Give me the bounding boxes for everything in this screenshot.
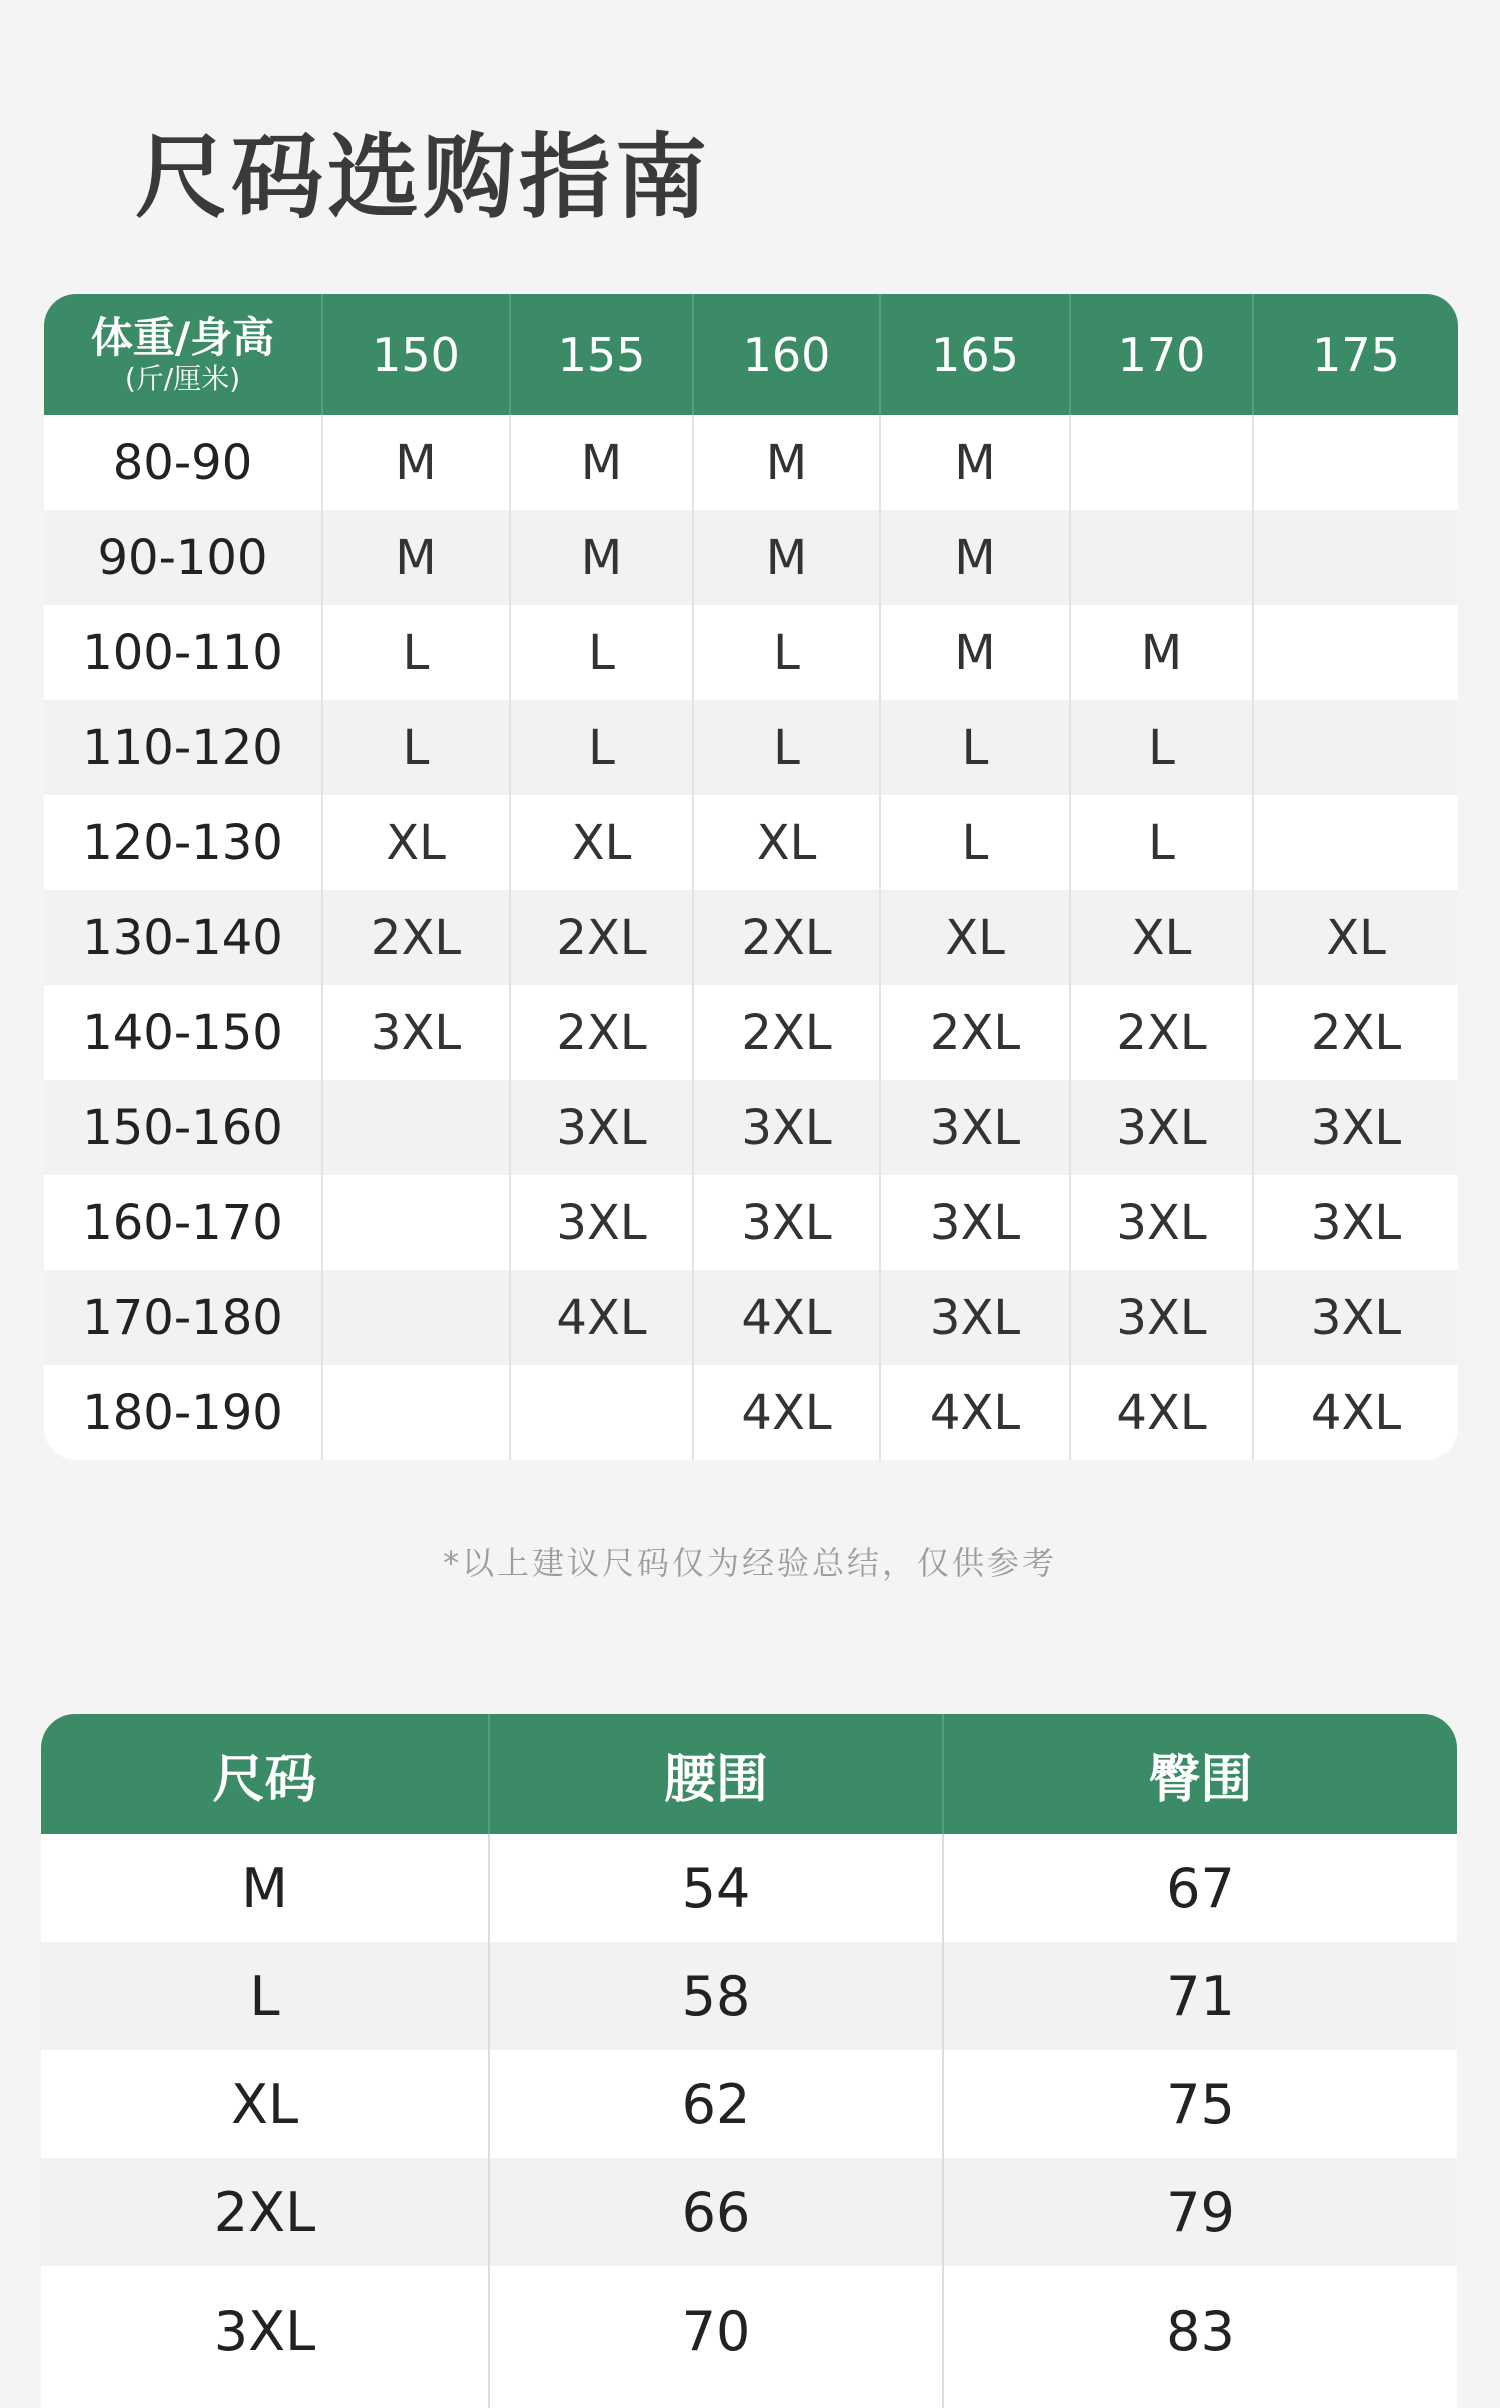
size-cell: 3XL [880,1175,1070,1270]
size-cell: L [510,605,693,700]
table-row [44,510,1458,605]
hip-header: 臀围 [943,1714,1457,1834]
size-cell: 3XL [510,1080,693,1175]
weight-cell: 110-120 [44,700,322,795]
hip-cell: 67 [943,1834,1457,1942]
size-cell: M [322,510,510,605]
size-cell [322,1175,510,1270]
table-row [44,700,1458,795]
size-cell: L [1070,795,1253,890]
size-cell: 2XL [322,890,510,985]
hip-cell: 71 [943,1942,1457,2050]
weight-cell: 140-150 [82,1004,283,1061]
size-cell: L [322,700,510,795]
height-header: 150 [322,294,510,415]
size-cell: 2XL [41,2158,489,2266]
waist-cell: 62 [489,2050,943,2158]
waist-cell: 66 [489,2158,943,2266]
table-row [41,2158,1457,2266]
size-cell: L [322,605,510,700]
size-cell: 4XL [693,1365,880,1460]
size-cell: 4XL [880,1365,1070,1460]
header-row [44,294,1458,415]
table-row [44,1080,1458,1175]
table-row [41,2266,1457,2408]
weight-cell: 90-100 [44,510,322,605]
size-cell: XL [1253,890,1458,985]
weight-cell: 160-170 [82,1194,283,1251]
size-cell: 3XL [510,1175,693,1270]
size-cell: M [880,415,1070,510]
size-cell: 3XL [1253,1270,1458,1365]
size-cell: XL [1070,890,1253,985]
table-row [44,795,1458,890]
size-cell: M [1070,605,1253,700]
size-cell [1070,510,1253,605]
weight-cell: 170-180 [44,1270,322,1365]
size-cell: M [693,415,880,510]
size-cell: M [880,605,1070,700]
size-cell: 2XL [693,985,880,1080]
size-cell: 3XL [213,2300,316,2363]
size-cell [510,1365,693,1460]
size-cell: 3XL [1070,1175,1253,1270]
size-cell: 3XL [693,1080,880,1175]
table-row [44,605,1458,700]
size-cell: 4XL [1253,1365,1458,1460]
size-cell: 3XL [880,1270,1070,1365]
size-cell: M [241,1856,288,1920]
size-cell: 2XL [880,985,1070,1080]
page-title: 尺码选购指南 [135,124,712,231]
disclaimer-note: *以上建议尺码仅为经验总结，仅供参考 [442,1544,1057,1582]
corner-unit: (斤/厘米) [124,361,241,395]
size-cell: L [41,1942,489,2050]
hip-cell: 75 [943,2050,1457,2158]
size-cell: 3XL [880,1080,1070,1175]
waist-cell: 58 [489,1942,943,2050]
table-row [44,985,1458,1080]
size-cell: L [1070,700,1253,795]
size-cell: L [880,700,1070,795]
weight-cell: 120-130 [82,814,283,871]
size-cell [1253,415,1458,510]
size-cell: 2XL [1253,985,1458,1080]
waist-cell: 54 [489,1834,943,1942]
size-cell: 4XL [510,1270,693,1365]
height-header: 170 [1070,294,1253,415]
hip-cell: 83 [943,2266,1457,2408]
size-cell: 4XL [1070,1365,1253,1460]
weight-cell: 80-90 [112,434,253,491]
size-cell: 3XL [693,1175,880,1270]
size-cell: 3XL [1253,1175,1458,1270]
size-cell: XL [880,890,1070,985]
size-cell: 4XL [693,1270,880,1365]
table-row [44,1270,1458,1365]
size-cell: 3XL [1253,1080,1458,1175]
size-cell: L [880,795,1070,890]
table-row [44,1365,1458,1460]
size-cell [1253,510,1458,605]
weight-cell: 150-160 [44,1080,322,1175]
size-measurement-table [41,1714,1457,2408]
height-header: 175 [1253,294,1458,415]
size-cell: M [510,510,693,605]
size-cell: L [510,700,693,795]
hip-cell: 79 [943,2158,1457,2266]
size-cell: XL [230,2072,299,2136]
size-cell: 2XL [510,985,693,1080]
size-cell: L [693,605,880,700]
size-cell: 2XL [510,890,693,985]
weight-cell: 180-190 [82,1384,283,1441]
size-recommendation-table [44,294,1458,1460]
header-row [41,1714,1457,1834]
size-cell: M [693,510,880,605]
corner-label: 体重/身高 [90,312,275,362]
table-row [41,2050,1457,2158]
size-cell [1070,415,1253,510]
size-cell [322,1365,510,1460]
size-cell [1253,700,1458,795]
height-header: 155 [510,294,693,415]
waist-cell: 70 [489,2266,943,2408]
weight-cell: 130-140 [44,890,322,985]
waist-header: 腰围 [489,1714,943,1834]
table-row [41,1834,1457,1942]
size-cell: M [880,510,1070,605]
size-cell [1253,605,1458,700]
size-cell: XL [322,795,510,890]
height-header: 165 [880,294,1070,415]
size-cell: M [510,415,693,510]
table-row [44,415,1458,510]
size-cell: L [693,700,880,795]
size-cell [322,1270,510,1365]
height-header: 160 [693,294,880,415]
corner-header [44,294,322,415]
table-row [44,890,1458,985]
size-cell: XL [693,795,880,890]
size-cell: XL [510,795,693,890]
table-row [41,1942,1457,2050]
weight-cell: 100-110 [82,624,283,681]
size-cell: 2XL [693,890,880,985]
size-cell: 3XL [1070,1270,1253,1365]
size-cell: M [322,415,510,510]
size-cell: 3XL [1070,1080,1253,1175]
size-cell: 2XL [1070,985,1253,1080]
size-cell [322,1080,510,1175]
table-row [44,1175,1458,1270]
size-cell: 3XL [322,985,510,1080]
size-cell [1253,795,1458,890]
size-header: 尺码 [41,1714,489,1834]
